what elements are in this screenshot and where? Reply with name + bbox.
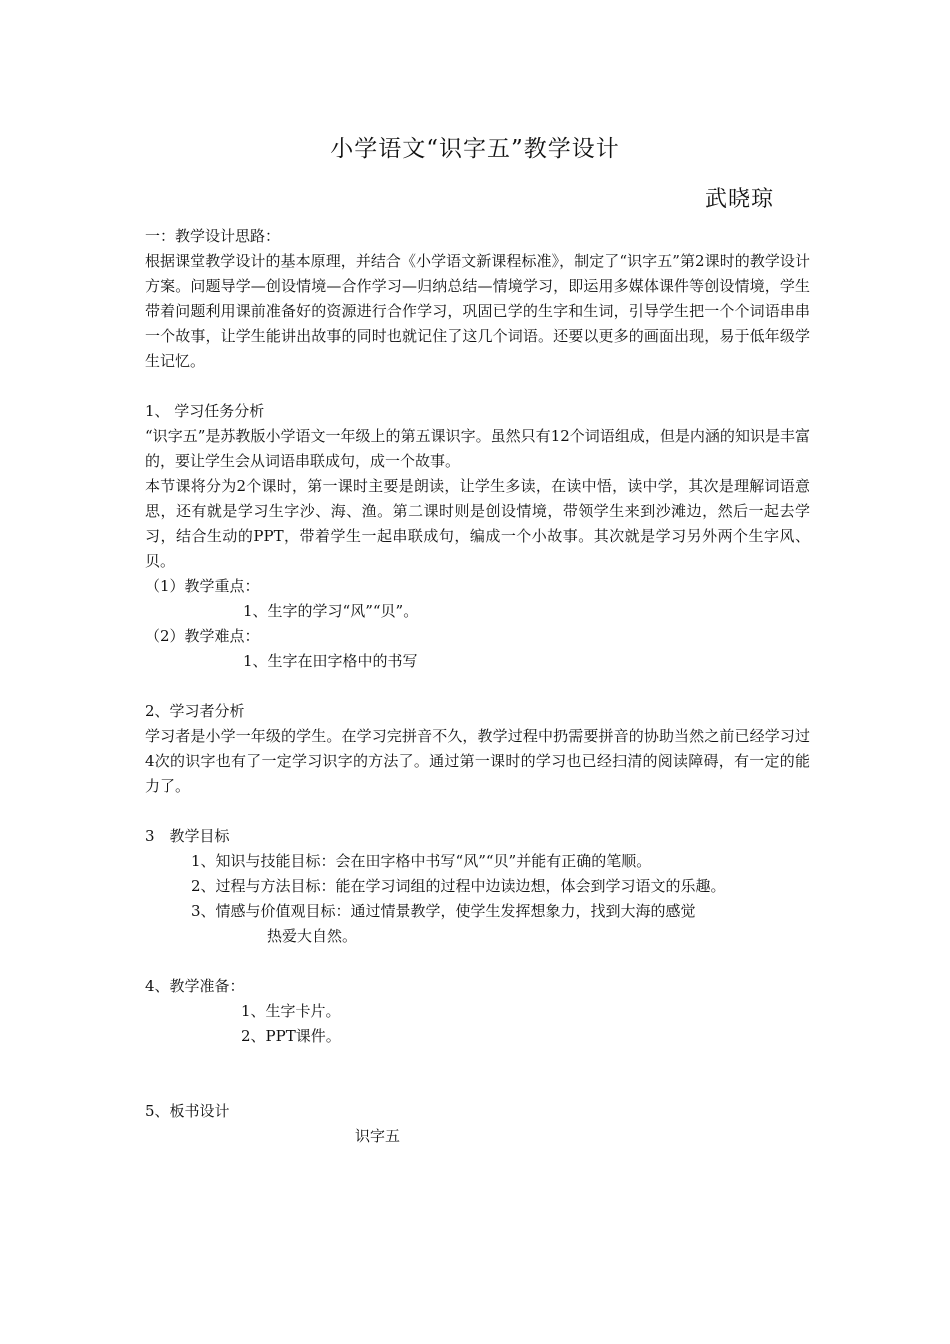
blank-line [145,1049,810,1099]
paragraph-task-analysis-2: 本节课将分为2个课时，第一课时主要是朗读，让学生多读，在读中悟，读中学，其次是理解词语意思，还有就是学习生字沙、海、渔。第二课时则是创设情境，带领学生来到沙滩边，然后一起去学习，结合生动的PPT，带着学生一起串联成句，编成一个小故事。其次就是学习另外两个生字风、贝。 [145,477,810,570]
paragraph-design-idea: 根据课堂教学设计的基本原理，并结合《小学语文新课程标准》，制定了“识字五”第2课时的教学设计方案。问题导学—创设情境—合作学习—归纳总结—情境学习，即运用多媒体课件等创设情境，学生带着问题利用课前准备好的资源进行合作学习，巩固已学的生字和生词，引导学生把一个个词语串串一个故事，让学生能讲出故事的同时也就记住了这几个词语。还要以更多的画面出现，易于低年级学生记忆。 [145,252,810,370]
difficulty-item: 1、生字在田字格中的书写 [243,652,418,670]
key-point-label: （1）教学重点： [145,577,260,595]
preparation-item-2: 2、PPT课件。 [241,1027,341,1045]
goal-emotion-values-continued: 热爱大自然。 [267,927,358,945]
document-title: 小学语文“识字五”教学设计 [330,136,620,162]
document-body [145,224,810,1149]
board-design-title: 识字五 [355,1127,401,1145]
section-heading-learner-analysis: 2、学习者分析 [145,702,245,720]
blank-line [145,799,810,824]
section-heading-design-idea: 一：教学设计思路： [145,227,281,245]
blank-line [145,674,810,699]
section-heading-preparation: 4、教学准备： [145,977,245,995]
paragraph-task-analysis-1: “识字五”是苏教版小学语文一年级上的第五课识字。虽然只有12个词语组成，但是内涵的知识是丰富的，要让学生会从词语串联成句，成一个故事。 [145,427,810,470]
goal-process-method: 2、过程与方法目标：能在学习词组的过程中边读边想，体会到学习语文的乐趣。 [191,877,726,895]
section-heading-teaching-goals: 3 教学目标 [145,827,230,845]
section-heading-board-design: 5、板书设计 [145,1102,230,1120]
difficulty-label: （2）教学难点： [145,627,260,645]
author-name: 武晓琼 [705,187,775,212]
goal-emotion-values: 3、情感与价值观目标：通过情景教学，使学生发挥想象力，找到大海的感觉 [191,902,696,920]
key-point-item: 1、生字的学习“风”“贝”。 [243,602,419,620]
blank-line [145,949,810,974]
paragraph-learner-analysis: 学习者是小学一年级的学生。在学习完拼音不久，教学过程中扔需要拼音的协助当然之前已经学习过4次的识字也有了一定学习识字的方法了。通过第一课时的学习也已经扫清的阅读障碍，有一定的能力了。 [145,727,810,795]
preparation-item-1: 1、生字卡片。 [241,1002,341,1020]
goal-knowledge-skills: 1、知识与技能目标：会在田字格中书写“风”“贝”并能有正确的笔顺。 [191,852,652,870]
section-heading-task-analysis: 1、 学习任务分析 [145,402,265,420]
blank-line [145,374,810,399]
